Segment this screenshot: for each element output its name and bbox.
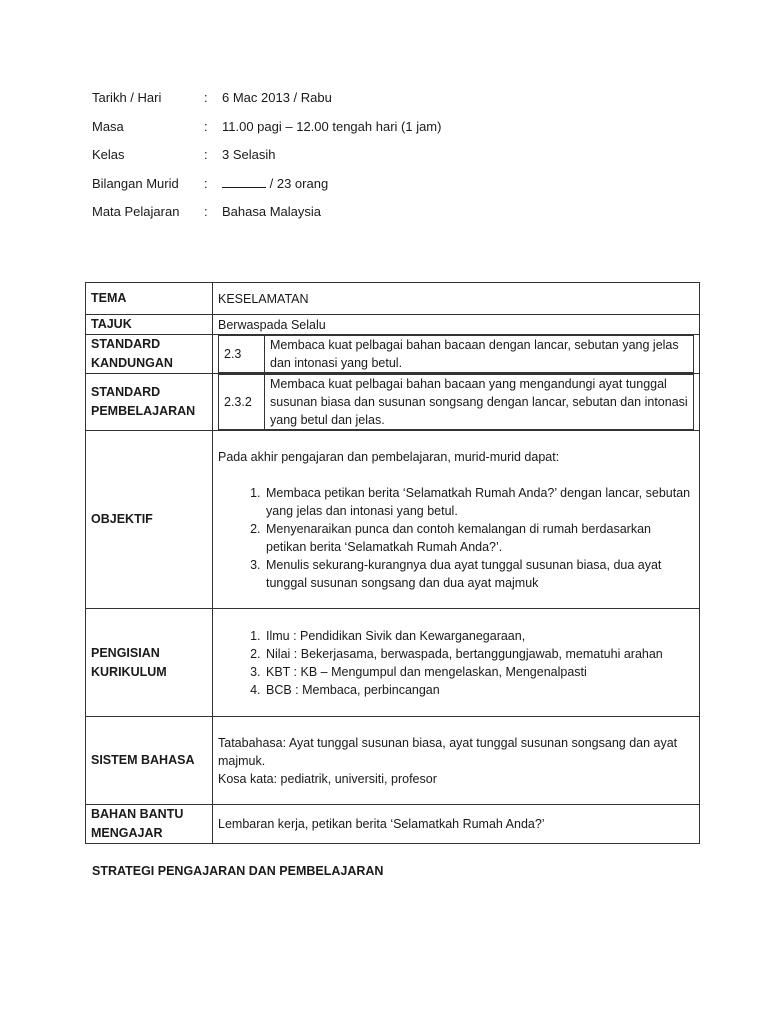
row-tajuk bbox=[86, 315, 700, 335]
code-standard-kandungan: 2.3 bbox=[219, 336, 265, 373]
label-standard-kandungan: STANDARD KANDUNGAN bbox=[86, 335, 213, 374]
row-standard-pembelajaran bbox=[86, 374, 700, 431]
info-label: Mata Pelajaran bbox=[92, 204, 180, 219]
info-label: Bilangan Murid bbox=[92, 175, 179, 191]
info-value: Bahasa Malaysia bbox=[222, 204, 321, 219]
row-bahan-bantu bbox=[86, 805, 700, 844]
standard-pembelajaran-inner bbox=[218, 374, 694, 430]
label-tajuk: TAJUK bbox=[86, 315, 213, 335]
pengisian-list bbox=[218, 627, 694, 699]
info-colon: : bbox=[204, 175, 208, 191]
objektif-intro: Pada akhir pengajaran dan pembelajaran, murid-murid dapat: bbox=[218, 449, 560, 464]
info-colon: : bbox=[204, 118, 208, 134]
list-item: 2. Menyenaraikan punca dan contoh kemalangan di rumah berdasarkan petikan berita ‘Selamatkah Rumah Anda?’. bbox=[264, 520, 694, 556]
list-item: 1. Ilmu : Pendidikan Sivik dan Kewarganegaraan, bbox=[264, 627, 694, 645]
list-item: 3. Menulis sekurang-kurangnya dua ayat tunggal susunan biasa, dua ayat tunggal susunan songsang dan dua ayat majmuk bbox=[264, 556, 694, 592]
row-sistem-bahasa bbox=[86, 717, 700, 805]
value-objektif bbox=[213, 431, 700, 609]
sistem-bahasa-tatabahasa: Tatabahasa: Ayat tunggal susunan biasa, ayat tunggal susunan songsang dan ayat majmuk. bbox=[218, 735, 678, 768]
standard-kandungan-inner bbox=[218, 335, 694, 373]
value-pengisian-kurikulum bbox=[213, 609, 700, 717]
info-value: 3 Selasih bbox=[222, 147, 276, 162]
label-standard-pembelajaran: STANDARD PEMBELAJARAN bbox=[86, 374, 213, 431]
row-pengisian-kurikulum bbox=[86, 609, 700, 717]
info-colon: : bbox=[204, 90, 208, 105]
value-sistem-bahasa bbox=[213, 717, 700, 805]
code-standard-pembelajaran: 2.3.2 bbox=[219, 375, 265, 430]
label-tema: TEMA bbox=[86, 283, 213, 315]
text-standard-kandungan: Membaca kuat pelbagai bahan bacaan dengan lancar, sebutan yang jelas dan intonasi yang betul. bbox=[265, 336, 694, 373]
list-item: 3. KBT : KB – Mengumpul dan mengelaskan, Mengenalpasti bbox=[264, 663, 694, 681]
text-standard-pembelajaran: Membaca kuat pelbagai bahan bacaan yang mengandungi ayat tunggal susunan biasa dan susunan songsang dengan lancar, sebutan dan intonasi yang betul dan jelas. bbox=[265, 375, 694, 430]
row-objektif bbox=[86, 431, 700, 609]
label-pengisian-kurikulum: PENGISIAN KURIKULUM bbox=[86, 609, 213, 717]
row-tema bbox=[86, 283, 700, 315]
blank-fill-line bbox=[222, 174, 266, 188]
list-item: 4. BCB : Membaca, perbincangan bbox=[264, 681, 694, 699]
value-bahan-bantu: Lembaran kerja, petikan berita ‘Selamatkah Rumah Anda?’ bbox=[213, 805, 700, 844]
sistem-bahasa-kosa-kata: Kosa kata: pediatrik, universiti, profesor bbox=[218, 771, 437, 786]
info-value bbox=[222, 174, 328, 194]
info-label: Kelas bbox=[92, 147, 125, 162]
row-standard-kandungan bbox=[86, 335, 700, 374]
info-colon: : bbox=[204, 204, 208, 219]
label-sistem-bahasa: SISTEM BAHASA bbox=[86, 717, 213, 805]
info-value: 11.00 pagi – 12.00 tengah hari (1 jam) bbox=[222, 118, 442, 134]
label-bahan-bantu: BAHAN BANTU MENGAJAR bbox=[86, 805, 213, 844]
info-value: 6 Mac 2013 / Rabu bbox=[222, 90, 332, 105]
info-label: Masa bbox=[92, 118, 124, 134]
info-label: Tarikh / Hari bbox=[92, 90, 162, 105]
value-tajuk: Berwaspada Selalu bbox=[213, 315, 700, 335]
strategy-heading: STRATEGI PENGAJARAN DAN PEMBELAJARAN bbox=[92, 864, 384, 878]
list-item: 2. Nilai : Bekerjasama, berwaspada, bertanggungjawab, mematuhi arahan bbox=[264, 645, 694, 663]
list-item: 1. Membaca petikan berita ‘Selamatkah Rumah Anda?’ dengan lancar, sebutan yang jelas dan intonasi yang betul. bbox=[264, 484, 694, 520]
lesson-plan-table bbox=[85, 282, 700, 844]
info-colon: : bbox=[204, 147, 208, 162]
value-tema: KESELAMATAN bbox=[213, 283, 700, 315]
objektif-list bbox=[218, 484, 694, 592]
student-total: / 23 orang bbox=[269, 175, 329, 191]
label-objektif: OBJEKTIF bbox=[86, 431, 213, 609]
